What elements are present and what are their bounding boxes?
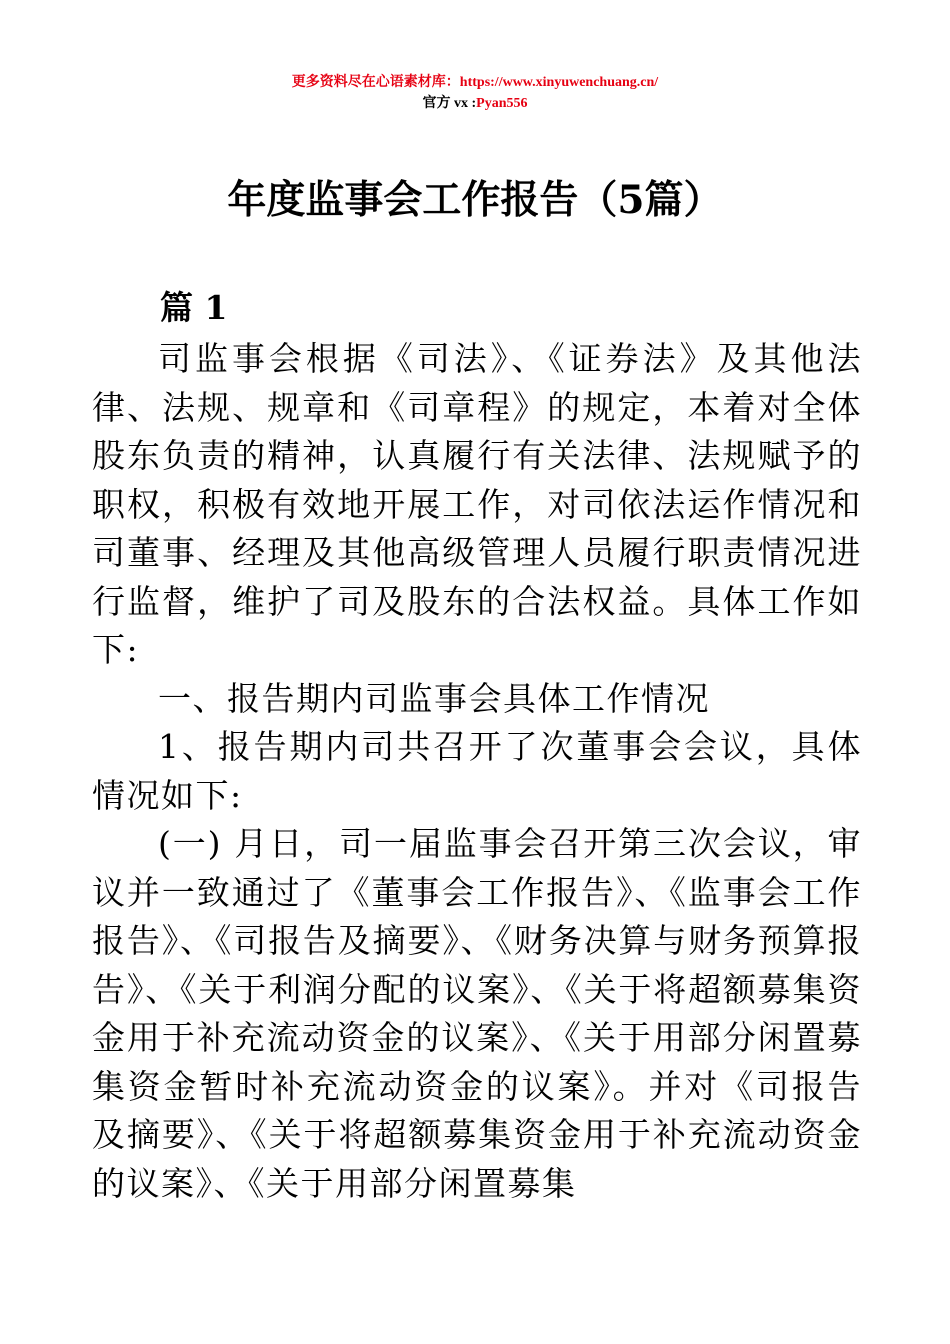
section-heading: 篇 1 (160, 288, 228, 327)
body-paragraph: 一、报告期内司监事会具体工作情况 (158, 678, 710, 718)
header-contact-id: Pyan556 (476, 96, 528, 111)
header-contact-line (0, 92, 950, 112)
body-paragraph: 司监事会根据《司法》、《证券法》及其他法律、法规、规章和《司章程》的规定，本着对全体股东负责的精神，认真履行有关法律、法规赋予的职权，积极有效地开展工作，对司依法运作情况和司董事、经理及其他高级管理人员履行职责情况进行监督，维护了司及股东的合法权益。具体工作如下: (92, 339, 862, 669)
header-resource-link[interactable]: https://www.xinyuwenchuang.cn/ (459, 75, 659, 90)
header-contact-label: 官方 vx : (422, 96, 477, 111)
body-paragraph: 1、报告期内司共召开了次董事会会议，具体情况如下: (92, 727, 862, 815)
body-paragraph: (一) 月日，司一届监事会召开第三次会议，审议并一致通过了《董事会工作报告》、《监事会工作报告》、《司报告及摘要》、《财务决算与财务预算报告》、《关于利润分配的议案》、《关于将超额募集资金用于补充流动资金的议案》、《关于用部分闲置募集资金暂时补充流动资金的议案》。并对《司报告及摘要》、《关于将超额募集资金用于补充流动资金的议案》、《关于用部分闲置募集 (92, 824, 862, 1203)
header-resource-label: 更多资料尽在心语素材库： (291, 75, 460, 90)
header-resource-line (0, 71, 950, 91)
document-title: 年度监事会工作报告（5篇） (227, 177, 723, 223)
document-body (92, 335, 862, 1208)
